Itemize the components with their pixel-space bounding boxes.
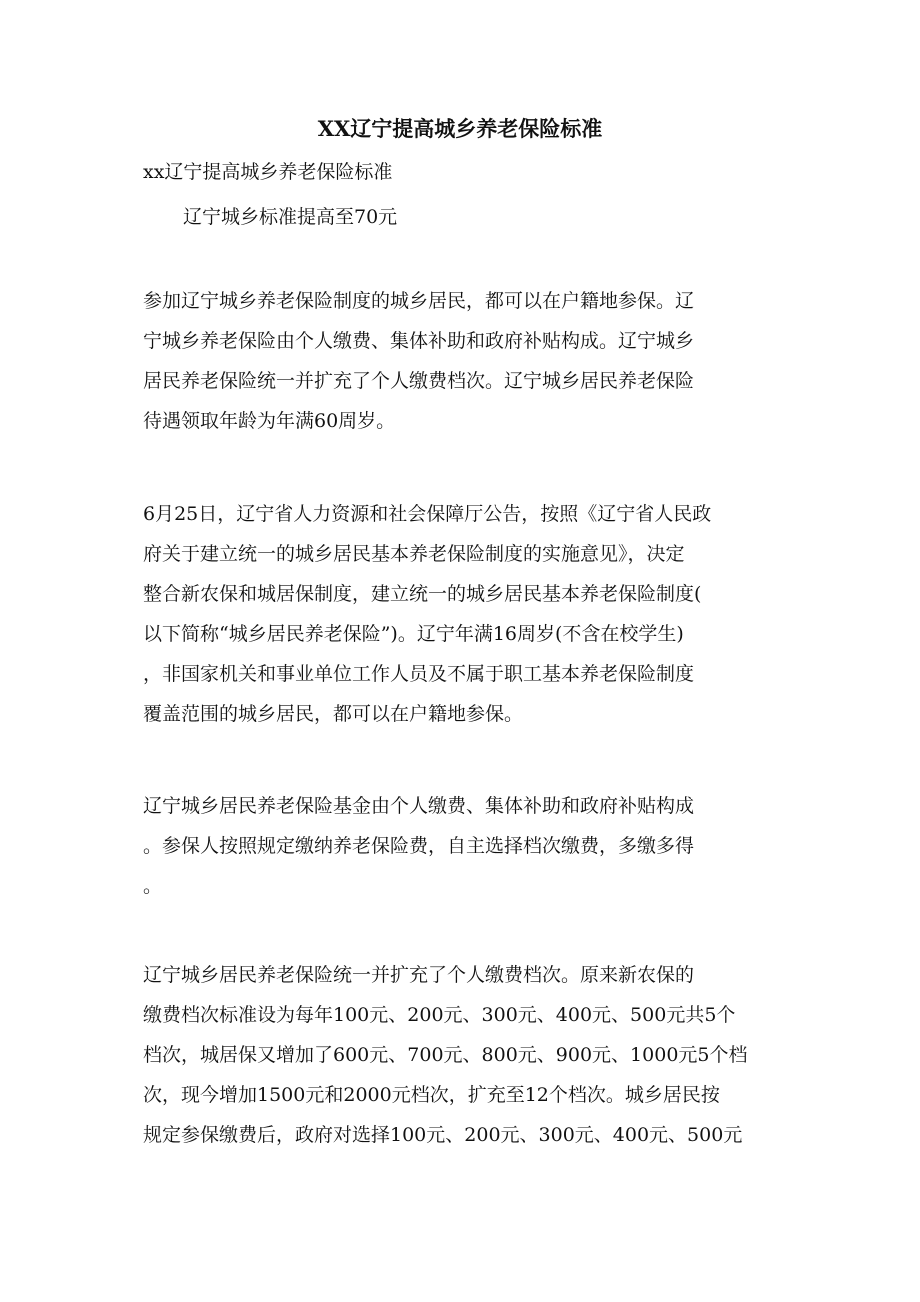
paragraph-line: 府关于建立统一的城乡居民基本养老保险制度的实施意见》，决定	[143, 543, 685, 565]
paragraph-line: 辽宁城乡居民养老保险统一并扩充了个人缴费档次。原来新农保的	[143, 964, 695, 986]
paragraph-line: 辽宁城乡居民养老保险基金由个人缴费、集体补助和政府补贴构成	[143, 795, 695, 817]
paragraph-line: ，非国家机关和事业单位工作人员及不属于职工基本养老保险制度	[143, 663, 695, 685]
paragraph-line: 。参保人按照规定缴纳养老保险费，自主选择档次缴费，多缴多得	[143, 835, 695, 857]
paragraph-line: 宁城乡养老保险由个人缴费、集体补助和政府补贴构成。辽宁城乡	[143, 330, 695, 352]
paragraph-4	[143, 955, 783, 1155]
paragraph-line: 规定参保缴费后，政府对选择100元、200元、300元、400元、500元	[143, 1124, 743, 1146]
paragraph-line: 覆盖范围的城乡居民，都可以在户籍地参保。	[143, 703, 524, 725]
paragraph-3	[143, 786, 783, 906]
document-subtitle: xx辽宁提高城乡养老保险标准	[143, 161, 393, 183]
paragraph-line: 居民养老保险统一并扩充了个人缴费档次。辽宁城乡居民养老保险	[143, 370, 695, 392]
paragraph-line: 档次，城居保又增加了600元、700元、800元、900元、1000元5个档	[143, 1044, 748, 1066]
document-title: XX辽宁提高城乡养老保险标准	[317, 116, 603, 141]
document-subheading: 辽宁城乡标准提高至70元	[183, 206, 398, 228]
paragraph-line: 6月25日，辽宁省人力资源和社会保障厅公告，按照《辽宁省人民政	[143, 503, 712, 525]
paragraph-line: 以下简称“城乡居民养老保险”)。辽宁年满16周岁(不含在校学生)	[143, 623, 684, 645]
paragraph-2	[143, 494, 783, 734]
paragraph-line: 缴费档次标准设为每年100元、200元、300元、400元、500元共5个	[143, 1004, 736, 1026]
paragraph-line: 待遇领取年龄为年满60周岁。	[143, 410, 396, 432]
paragraph-1	[143, 281, 783, 441]
paragraph-line: 。	[143, 875, 163, 897]
paragraph-line: 参加辽宁城乡养老保险制度的城乡居民，都可以在户籍地参保。辽	[143, 290, 695, 312]
paragraph-line: 次，现今增加1500元和2000元档次，扩充至12个档次。城乡居民按	[143, 1084, 720, 1106]
paragraph-line: 整合新农保和城居保制度，建立统一的城乡居民基本养老保险制度(	[143, 583, 702, 605]
